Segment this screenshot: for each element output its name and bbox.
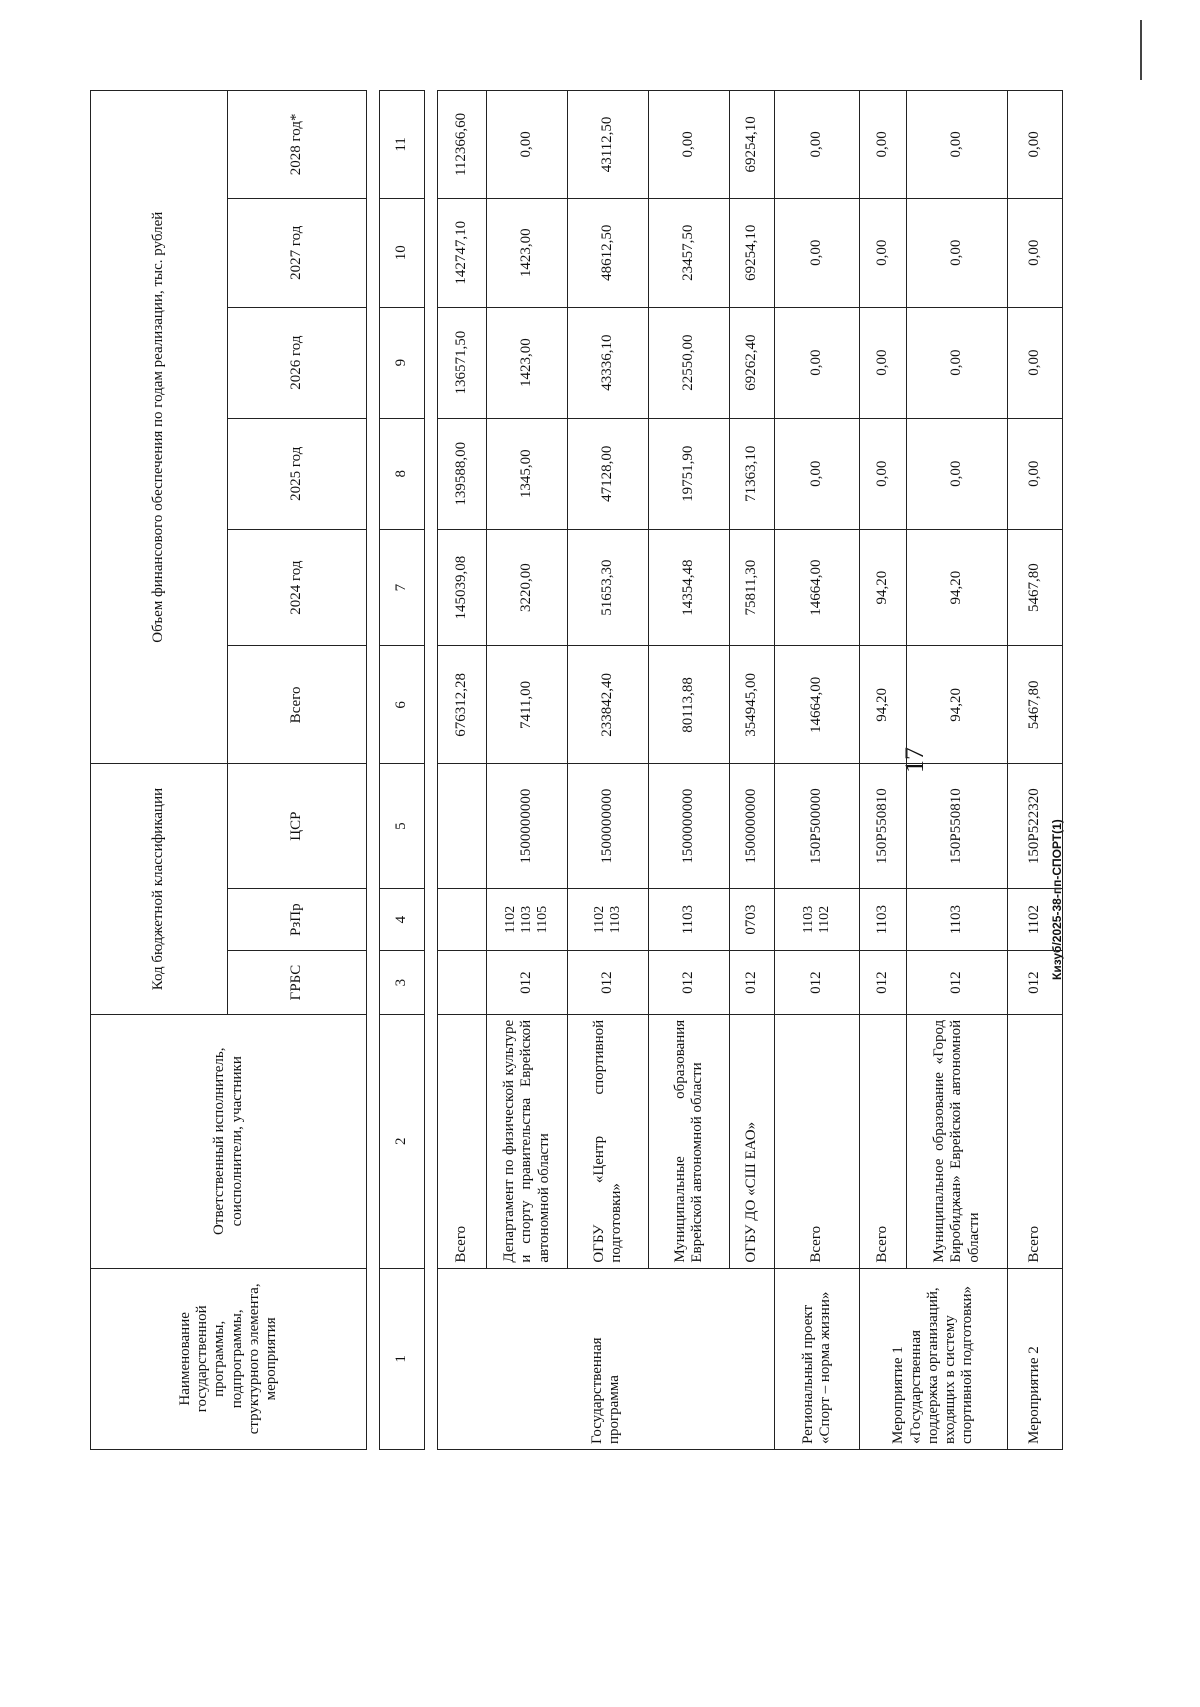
- header-name: Наименование государственной программы, подпрограммы, структурного элемента, мероприятия: [91, 1268, 367, 1449]
- y2025-cell: 0,00: [860, 418, 907, 529]
- header-financing: Объем финансового обеспечения по годам реализации, тыс. рублей: [91, 91, 228, 764]
- y2026-cell: 69262,40: [730, 307, 775, 418]
- total-cell: 676312,28: [438, 646, 487, 764]
- grbs-cell: 012: [649, 951, 730, 1014]
- grbs-cell: 012: [1008, 951, 1063, 1014]
- y2026-cell: 43336,10: [568, 307, 649, 418]
- y2026-cell: 0,00: [1008, 307, 1063, 418]
- y2028-cell: 0,00: [860, 91, 907, 199]
- header-total: Всего: [228, 646, 367, 764]
- header-executor: Ответственный исполнитель, соисполнители, участники: [91, 1014, 367, 1268]
- col-number: 1: [380, 1268, 425, 1449]
- y2024-cell: 3220,00: [487, 529, 568, 646]
- y2028-cell: 0,00: [775, 91, 860, 199]
- table-row: [487, 91, 568, 1450]
- col-number: 2: [380, 1014, 425, 1268]
- executor-cell: Муниципальные образования Еврейской автономной области: [649, 1014, 730, 1268]
- grbs-cell: [438, 951, 487, 1014]
- col-number: 9: [380, 307, 425, 418]
- y2024-cell: 51653,30: [568, 529, 649, 646]
- numbers-separator: [425, 91, 438, 1450]
- y2025-cell: 0,00: [1008, 418, 1063, 529]
- header-2028: 2028 год*: [228, 91, 367, 199]
- y2027-cell: 1423,00: [487, 198, 568, 307]
- y2026-cell: 0,00: [775, 307, 860, 418]
- rotated-page: [90, 90, 1064, 1450]
- header-2024: 2024 год: [228, 529, 367, 646]
- y2025-cell: 47128,00: [568, 418, 649, 529]
- col-number: 8: [380, 418, 425, 529]
- y2028-cell: 112366,60: [438, 91, 487, 199]
- y2024-cell: 14354,48: [649, 529, 730, 646]
- measure-1-name: Мероприятие 1 «Государственная поддержка организаций, входящих в систему спортивной подготовки»: [860, 1268, 1008, 1449]
- y2027-cell: 0,00: [860, 198, 907, 307]
- rzpr-cell: 1103: [907, 889, 1008, 951]
- grbs-cell: 012: [568, 951, 649, 1014]
- csr-cell: 1500000000: [730, 764, 775, 889]
- grbs-cell: 012: [775, 951, 860, 1014]
- csr-cell: 150Р500000: [775, 764, 860, 889]
- total-cell: 80113,88: [649, 646, 730, 764]
- table-row: [907, 91, 1008, 1450]
- header-2027: 2027 год: [228, 198, 367, 307]
- measure-2-name: Мероприятие 2: [1008, 1268, 1063, 1449]
- col-number: 4: [380, 889, 425, 951]
- rzpr-cell: 1103: [860, 889, 907, 951]
- col-number: 10: [380, 198, 425, 307]
- y2024-cell: 75811,30: [730, 529, 775, 646]
- y2028-cell: 0,00: [649, 91, 730, 199]
- table-row: [568, 91, 649, 1450]
- col-number: 11: [380, 91, 425, 199]
- header-separator: [367, 91, 380, 1450]
- header-2025: 2025 год: [228, 418, 367, 529]
- y2028-cell: 43112,50: [568, 91, 649, 199]
- y2024-cell: 94,20: [907, 529, 1008, 646]
- executor-cell: ОГБУ «Центр спортивной подготовки»: [568, 1014, 649, 1268]
- executor-cell: Всего: [1008, 1014, 1063, 1268]
- total-cell: 354945,00: [730, 646, 775, 764]
- table-row: [649, 91, 730, 1450]
- y2026-cell: 22550,00: [649, 307, 730, 418]
- header-grbs: ГРБС: [228, 951, 367, 1014]
- total-cell: 94,20: [907, 646, 1008, 764]
- header-csr: ЦСР: [228, 764, 367, 889]
- col-number: 5: [380, 764, 425, 889]
- csr-cell: 1500000000: [487, 764, 568, 889]
- header-2026: 2026 год: [228, 307, 367, 418]
- executor-cell: ОГБУ ДО «СШ ЕАО»: [730, 1014, 775, 1268]
- csr-cell: 150Р522320: [1008, 764, 1063, 889]
- y2025-cell: 0,00: [775, 418, 860, 529]
- total-cell: 94,20: [860, 646, 907, 764]
- table-row: [438, 91, 487, 1450]
- rzpr-cell: 1103: [649, 889, 730, 951]
- y2025-cell: 71363,10: [730, 418, 775, 529]
- header-rzpr: РзПр: [228, 889, 367, 951]
- y2027-cell: 23457,50: [649, 198, 730, 307]
- executor-cell: Всего: [775, 1014, 860, 1268]
- executor-cell: Всего: [438, 1014, 487, 1268]
- y2024-cell: 145039,08: [438, 529, 487, 646]
- executor-cell: Департамент по физической культуре и спорту правительства Еврейской автономной области: [487, 1014, 568, 1268]
- col-number: 6: [380, 646, 425, 764]
- document-code: Кизуб/2025-38-пп-СПОРТ(1): [1050, 819, 1064, 980]
- page-number: 17: [900, 747, 929, 773]
- table-row: [1008, 91, 1063, 1450]
- csr-cell: 1500000000: [649, 764, 730, 889]
- y2028-cell: 0,00: [907, 91, 1008, 199]
- rzpr-cell: [438, 889, 487, 951]
- y2028-cell: 69254,10: [730, 91, 775, 199]
- grbs-cell: 012: [860, 951, 907, 1014]
- rzpr-cell: 1102 1103 1105: [487, 889, 568, 951]
- table-row: [775, 91, 860, 1450]
- csr-cell: 150Р550810: [860, 764, 907, 889]
- y2028-cell: 0,00: [487, 91, 568, 199]
- program-name: Государственная программа: [438, 1268, 775, 1449]
- regional-project-name: Региональный проект «Спорт – норма жизни»: [775, 1268, 860, 1449]
- y2027-cell: 0,00: [907, 198, 1008, 307]
- y2027-cell: 142747,10: [438, 198, 487, 307]
- table-row: [730, 91, 775, 1450]
- total-cell: 5467,80: [1008, 646, 1063, 764]
- rzpr-cell: 1102 1103: [568, 889, 649, 951]
- grbs-cell: 012: [730, 951, 775, 1014]
- total-cell: 7411,00: [487, 646, 568, 764]
- rzpr-cell: 0703: [730, 889, 775, 951]
- y2027-cell: 69254,10: [730, 198, 775, 307]
- financing-table: [90, 90, 1063, 1450]
- csr-cell: 150Р550810: [907, 764, 1008, 889]
- executor-cell: Муниципальное образование «Город Биробиджан» Еврейской автономной области: [907, 1014, 1008, 1268]
- rzpr-cell: 1103 1102: [775, 889, 860, 951]
- y2026-cell: 136571,50: [438, 307, 487, 418]
- y2026-cell: 0,00: [860, 307, 907, 418]
- y2028-cell: 0,00: [1008, 91, 1063, 199]
- y2026-cell: 1423,00: [487, 307, 568, 418]
- total-cell: 233842,40: [568, 646, 649, 764]
- column-numbers-row: [380, 91, 425, 1450]
- grbs-cell: 012: [487, 951, 568, 1014]
- y2025-cell: 1345,00: [487, 418, 568, 529]
- col-number: 7: [380, 529, 425, 646]
- y2027-cell: 48612,50: [568, 198, 649, 307]
- rzpr-cell: 1102: [1008, 889, 1063, 951]
- y2027-cell: 0,00: [1008, 198, 1063, 307]
- y2025-cell: 0,00: [907, 418, 1008, 529]
- y2024-cell: 5467,80: [1008, 529, 1063, 646]
- y2024-cell: 14664,00: [775, 529, 860, 646]
- table-row: [860, 91, 907, 1450]
- header-row-1: [91, 91, 228, 1450]
- total-cell: 14664,00: [775, 646, 860, 764]
- grbs-cell: 012: [907, 951, 1008, 1014]
- y2025-cell: 139588,00: [438, 418, 487, 529]
- csr-cell: [438, 764, 487, 889]
- executor-cell: Всего: [860, 1014, 907, 1268]
- y2025-cell: 19751,90: [649, 418, 730, 529]
- col-number: 3: [380, 951, 425, 1014]
- y2027-cell: 0,00: [775, 198, 860, 307]
- margin-line: [1140, 20, 1142, 80]
- header-budget-code: Код бюджетной классификации: [91, 764, 228, 1014]
- y2024-cell: 94,20: [860, 529, 907, 646]
- y2026-cell: 0,00: [907, 307, 1008, 418]
- csr-cell: 1500000000: [568, 764, 649, 889]
